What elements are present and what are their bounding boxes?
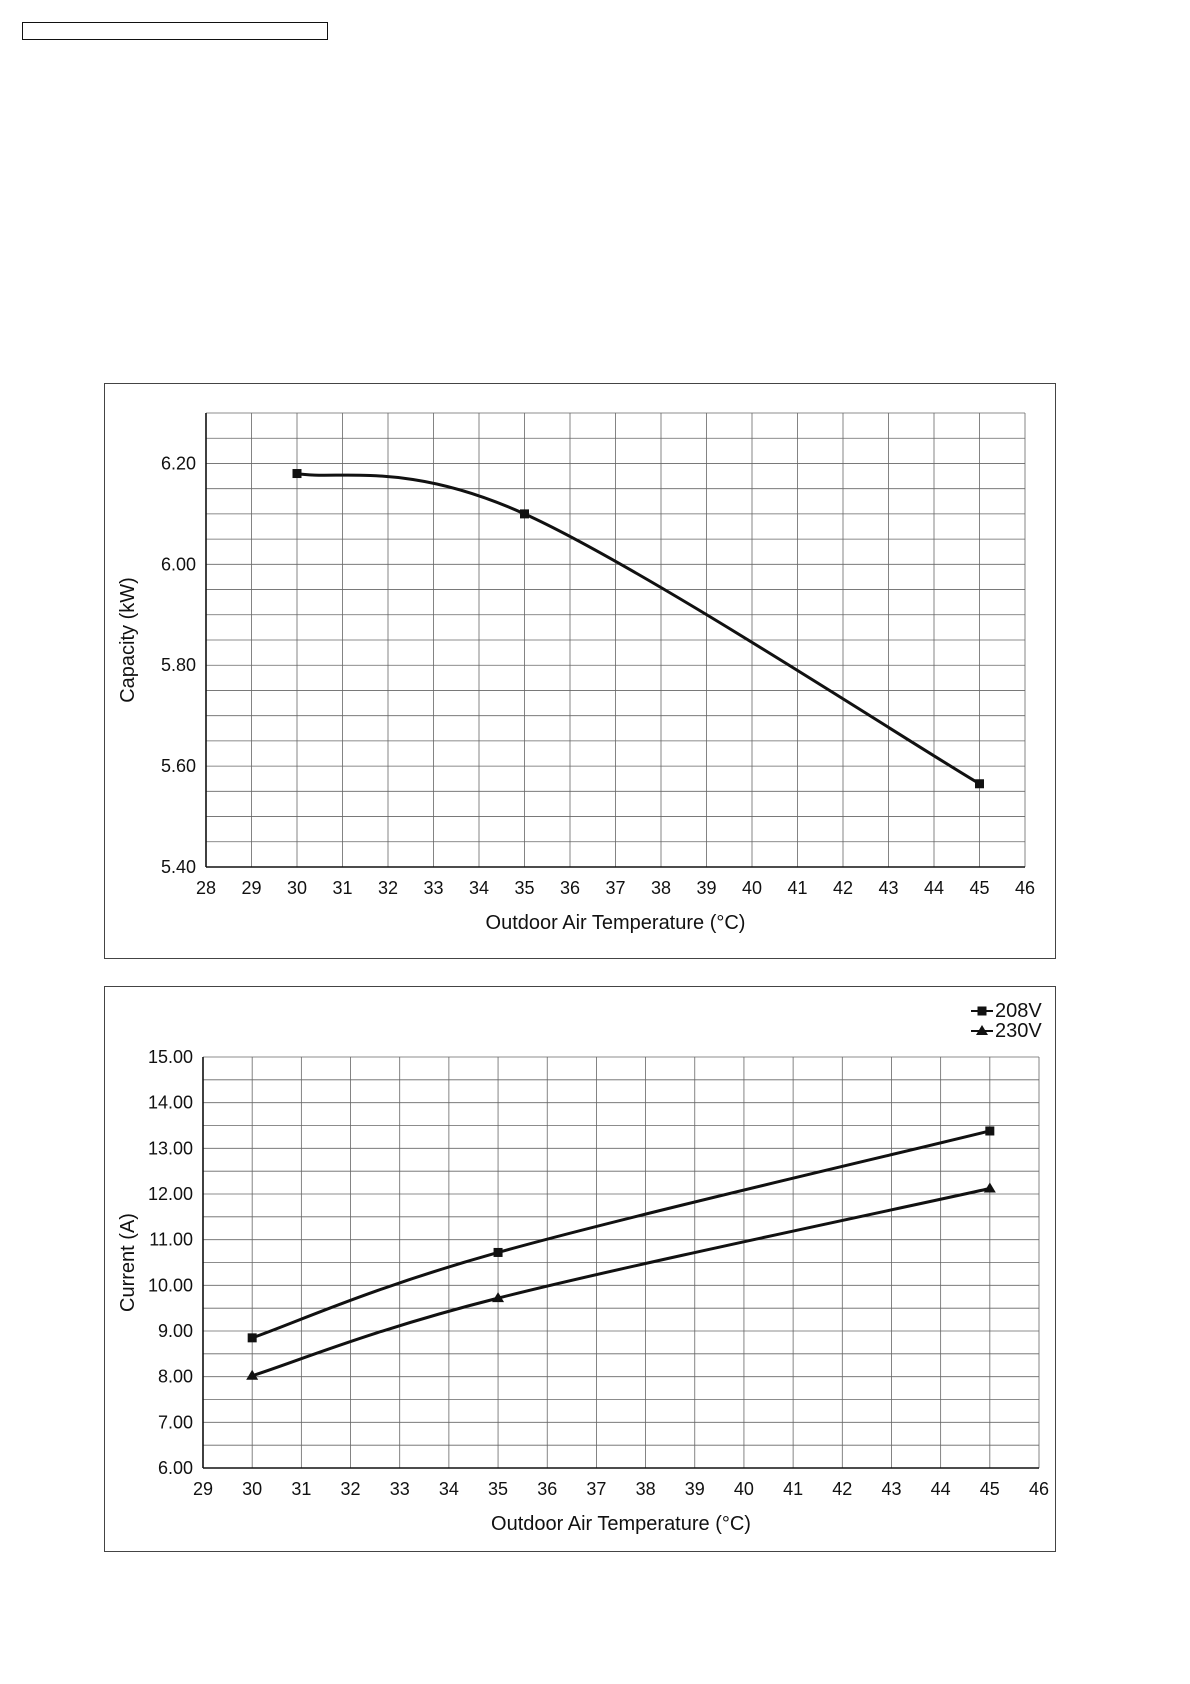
x-tick-label: 35 (514, 878, 535, 898)
current-chart-frame (104, 986, 1056, 1552)
x-tick-label: 31 (332, 878, 353, 898)
x-tick-label: 41 (787, 878, 808, 898)
x-tick-label: 45 (979, 1479, 1000, 1499)
x-tick-label: 39 (696, 878, 717, 898)
data-point-triangle (984, 1183, 996, 1193)
x-tick-label: 32 (340, 1479, 361, 1499)
x-tick-label: 33 (423, 878, 444, 898)
x-tick-label: 29 (241, 878, 262, 898)
x-tick-label: 37 (605, 878, 626, 898)
capacity-chart-frame (104, 383, 1056, 959)
y-tick-label: 14.00 (147, 1092, 193, 1113)
header-box (22, 22, 328, 40)
capacity-chart (105, 384, 1055, 958)
data-point-square (293, 469, 302, 478)
x-tick-label: 46 (1014, 878, 1036, 898)
x-tick-label: 42 (832, 878, 854, 898)
x-tick-label: 44 (923, 878, 945, 898)
series-line-208V (252, 1131, 990, 1338)
x-tick-label: 43 (881, 1479, 902, 1499)
y-tick-label: 13.00 (147, 1138, 193, 1159)
x-tick-label: 40 (741, 878, 763, 898)
x-tick-label: 31 (291, 1479, 312, 1499)
x-tick-label: 32 (377, 878, 399, 898)
y-tick-label: 5.80 (160, 655, 196, 676)
y-tick-label: 10.00 (147, 1275, 193, 1296)
x-tick-label: 36 (559, 878, 581, 898)
series-line-series-0 (297, 474, 980, 784)
data-point-square (248, 1333, 257, 1342)
x-tick-label: 45 (969, 878, 990, 898)
legend-marker-square (978, 1007, 987, 1016)
current-chart (105, 987, 1055, 1551)
legend-label: 208V (995, 1000, 1042, 1022)
x-axis-title: Outdoor Air Temperature (°C) (491, 1513, 751, 1535)
x-tick-label: 38 (650, 878, 672, 898)
y-tick-label: 6.00 (157, 1458, 193, 1478)
x-tick-label: 38 (635, 1479, 656, 1499)
x-tick-label: 33 (389, 1479, 410, 1499)
data-point-square (494, 1248, 503, 1257)
x-tick-label: 36 (537, 1479, 558, 1499)
x-tick-label: 28 (195, 878, 217, 898)
data-point-square (520, 509, 529, 518)
y-tick-label: 8.00 (157, 1366, 193, 1387)
x-tick-label: 29 (192, 1479, 214, 1499)
y-tick-label: 12.00 (147, 1184, 193, 1204)
y-tick-label: 15.00 (147, 1047, 193, 1067)
x-tick-label: 46 (1028, 1479, 1050, 1499)
data-point-square (975, 779, 984, 788)
x-tick-label: 41 (783, 1479, 804, 1499)
y-tick-label: 11.00 (149, 1229, 193, 1250)
x-tick-label: 43 (878, 878, 899, 898)
y-tick-label: 5.60 (160, 756, 196, 777)
y-tick-label: 9.00 (157, 1321, 193, 1341)
data-point-square (985, 1126, 994, 1135)
x-tick-label: 37 (586, 1479, 607, 1499)
x-tick-label: 30 (286, 878, 308, 898)
y-tick-label: 7.00 (157, 1412, 193, 1433)
x-tick-label: 34 (468, 878, 490, 898)
y-tick-label: 6.00 (160, 554, 196, 575)
y-tick-label: 6.20 (160, 453, 196, 474)
x-tick-label: 34 (438, 1479, 459, 1499)
x-tick-label: 39 (684, 1479, 705, 1499)
y-tick-label: 5.40 (160, 857, 196, 877)
y-axis-title: Capacity (kW) (117, 577, 139, 703)
x-tick-label: 30 (242, 1479, 263, 1499)
x-tick-label: 44 (930, 1479, 951, 1499)
x-tick-label: 40 (733, 1479, 754, 1499)
y-axis-title: Current (A) (117, 1213, 139, 1312)
x-tick-label: 42 (832, 1479, 853, 1499)
x-axis-title: Outdoor Air Temperature (°C) (485, 912, 746, 934)
legend-label: 230V (995, 1020, 1042, 1042)
x-tick-label: 35 (488, 1479, 509, 1499)
